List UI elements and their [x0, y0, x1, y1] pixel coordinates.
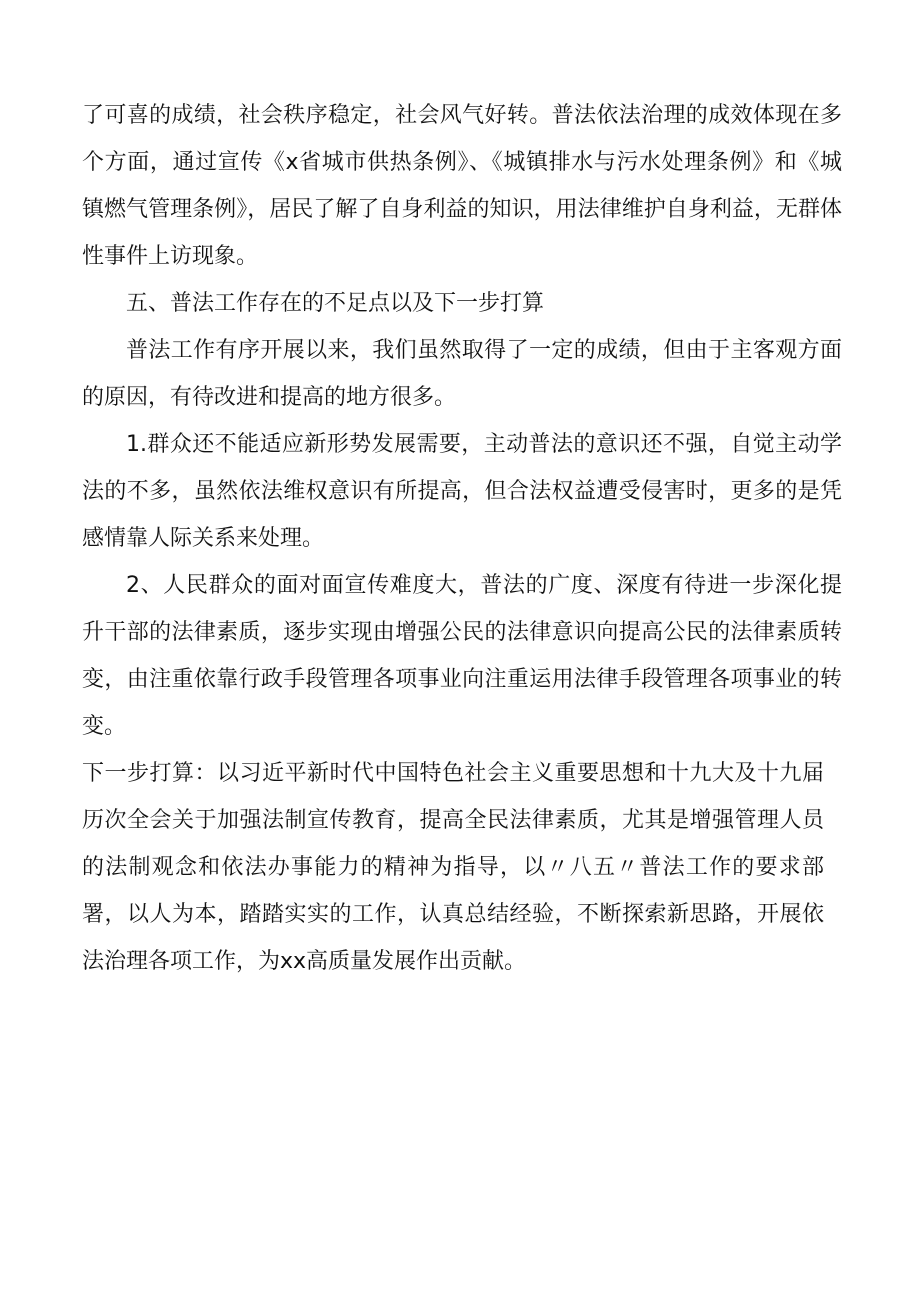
- continuation-paragraph: 了可喜的成绩，社会秩序稳定，社会风气好转。普法依法治理的成效体现在多个方面，通过宣传《x省城市供热条例》、《城镇排水与污水处理条例》和《城镇燃气管理条例》，居民了解了自身利益的知识，用法律维护自身利益，无群体性事件上访现象。: [82, 103, 842, 269]
- point-2-paragraph: 2、人民群众的面对面宣传难度大，普法的广度、深度有待进一步深化提升干部的法律素质，逐步实现由增强公民的法律意识向提高公民的法律素质转变，由注重依靠行政手段管理各项事业向注重运用法律手段管理各项事业的转变。: [82, 573, 842, 739]
- point-1-paragraph: 1.群众还不能适应新形势发展需要，主动普法的意识还不强，自觉主动学法的不多，虽然依法维权意识有所提高，但合法权益遭受侵害时，更多的是凭感情靠人际关系来处理。: [82, 432, 842, 551]
- section-heading: 五、普法工作存在的不足点以及下一步打算: [126, 291, 545, 316]
- next-step-paragraph: 下一步打算：以习近平新时代中国特色社会主义重要思想和十九大及十九届历次全会关于加强法制宣传教育，提高全民法律素质，尤其是增强管理人员的法制观念和依法办事能力的精神为指导，以〃八五〃普法工作的要求部署，以人为本，踏踏实实的工作，认真总结经验，不断探索新思路，开展依法治理各项工作，为xx高质量发展作出贡献。: [82, 761, 824, 974]
- intro-paragraph: 普法工作有序开展以来，我们虽然取得了一定的成绩，但由于主客观方面的原因，有待改进和提高的地方很多。: [82, 338, 842, 410]
